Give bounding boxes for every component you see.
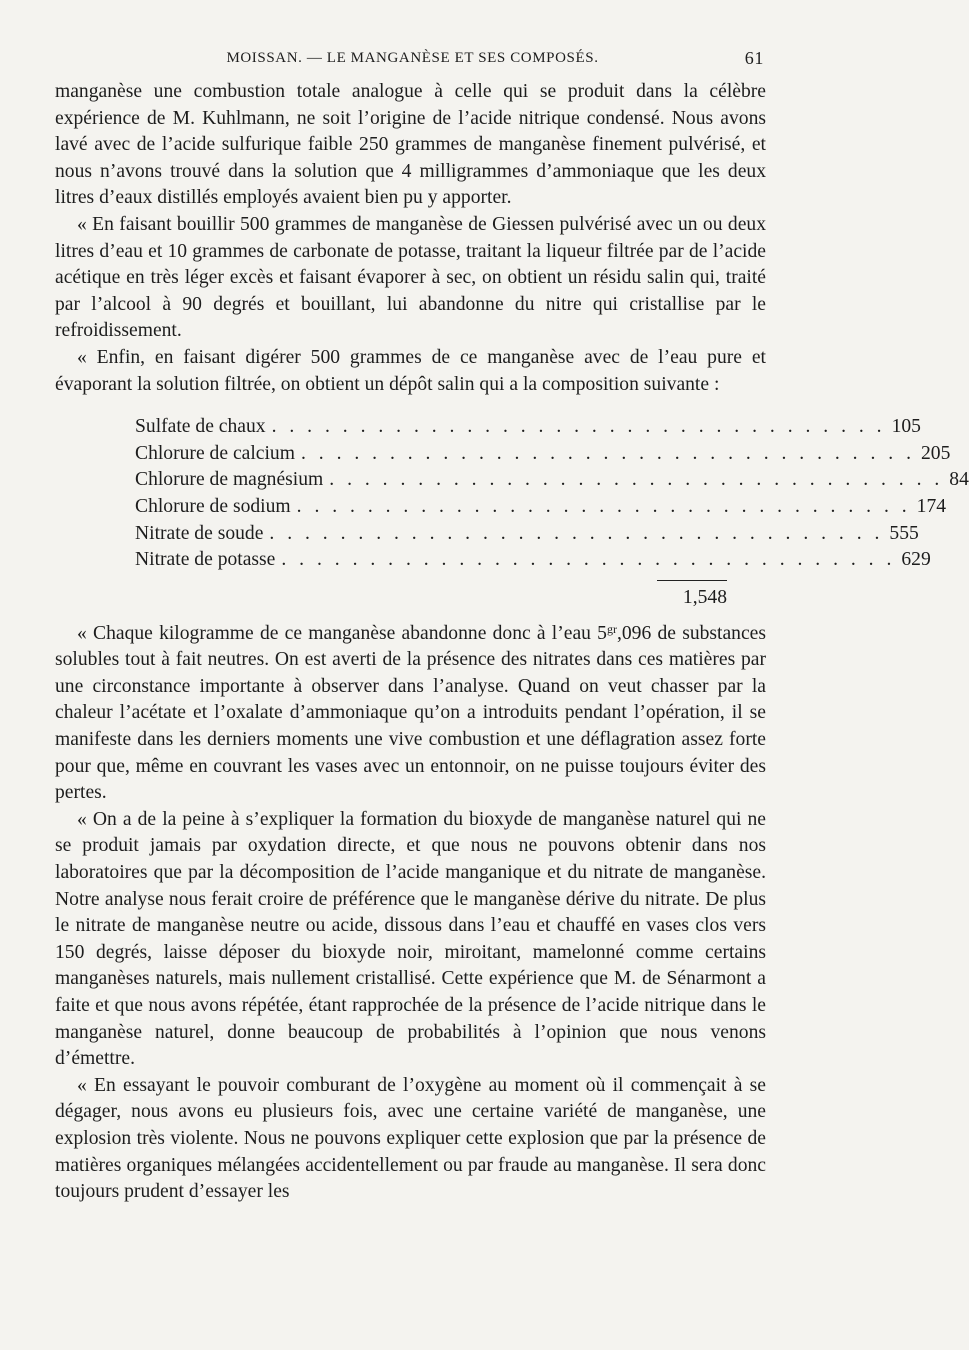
paragraph-2: « En faisant bouillir 500 grammes de manganèse de Giessen pulvérisé avec un ou deux litres d’eau et 10 grammes de carbonate de potasse, traitant la liqueur filtrée par de l’acide acétique en très léger excès et faisant évaporer à sec, on obtient un résidu salin qui, traité par l’alcool à 90 degrés et bouillant, lui abandonne du nitre qui cristallise par le refroidissement. xyxy=(55,213,766,342)
paragraph-1: manganèse une combustion totale analogue à celle qui se produit dans la célèbre expérience de M. Kuhlmann, ne soit l’origine de l’acide nitrique condensé. Nous avons lavé avec de l’acide sulfurique faible 250 grammes de manganèse finement pulvérisé, et nous n’avons trouvé dans la solution que 4 milligrammes d’ammoniaque que les deux litres d’eaux distillés employés avaient bien pu y apporter. xyxy=(55,81,766,209)
row-label: Chlorure de calcium xyxy=(135,442,295,464)
row-value: 629 xyxy=(901,549,931,571)
leader-dots: . . . . . . . . . . . . . . . . . . . . . . . . . . . . . . . . . . . xyxy=(296,495,911,517)
row-value: 174 xyxy=(916,495,947,517)
paragraph-4 xyxy=(55,621,766,807)
row-value: 555 xyxy=(889,522,919,544)
row-label: Chlorure de sodium xyxy=(135,495,291,517)
table-row xyxy=(135,441,951,468)
running-title: MOISSAN. — LE MANGANÈSE ET SES COMPOSÉS. xyxy=(226,50,599,66)
row-label: Chlorure de magnésium xyxy=(135,469,324,491)
body-text xyxy=(55,79,969,1206)
row-value: 84 xyxy=(949,469,969,491)
leader-dots: . . . . . . . . . . . . . . . . . . . . . . . . . . . . . . . . . . . xyxy=(281,549,896,571)
paragraph-6: « En essayant le pouvoir comburant de l’oxygène au moment où il commençait à se dégager, nous avons eu plusieurs fois, avec une certaine variété de manganèse, une explosion très violente. Nous ne pouvons expliquer cette explosion que par la présence de matières organiques mélangées accidentellement ou par fraude au manganèse. Il sera donc toujours prudent d’essayer les xyxy=(55,1074,766,1203)
row-value: 105 xyxy=(891,416,921,438)
table-row xyxy=(135,467,969,494)
row-label: Nitrate de potasse xyxy=(135,549,276,571)
table-total: 1,548 xyxy=(682,586,727,608)
row-value: 205 xyxy=(920,442,951,464)
running-header xyxy=(55,50,770,76)
sum-rule xyxy=(657,580,727,581)
paragraph-4-rest: ,096 de substances solubles tout à fait neutres. On est averti de la présence des nitrates dans ces matières par une circonstance importante à observer dans l’analyse. Quand on veut chasser par la chaleur l’acétate et l’oxalate d’ammoniaque qu’on a introduits pendant l’opération, il se manifeste dans les derniers moments une vive combustion et une déflagration assez forte pour que, même en couvrant les vases avec un entonnoir, on ne puisse toujours éviter des pertes. xyxy=(55,622,766,804)
paragraph-4-start: « Chaque kilogramme de ce manganèse abandonne donc à l’eau 5 xyxy=(77,622,607,644)
table-row xyxy=(135,547,931,574)
page-number: 61 xyxy=(744,48,764,68)
leader-dots: . . . . . . . . . . . . . . . . . . . . . . . . . . . . . . . . . . . xyxy=(271,416,886,438)
table-row xyxy=(135,521,919,548)
composition-table xyxy=(135,414,969,613)
leader-dots: . . . . . . . . . . . . . . . . . . . . . . . . . . . . . . . . . . . xyxy=(300,442,915,464)
table-row xyxy=(135,494,947,521)
gram-abbreviation: gr xyxy=(606,621,617,636)
paragraph-3: « Enfin, en faisant digérer 500 grammes de ce manganèse avec de l’eau pure et évaporant la solution filtrée, on obtient un dépôt salin qui a la composition suivante : xyxy=(55,346,766,395)
leader-dots: . . . . . . . . . . . . . . . . . . . . . . . . . . . . . . . . . . . xyxy=(269,522,884,544)
leader-dots: . . . . . . . . . . . . . . . . . . . . . . . . . . . . . . . . . . . xyxy=(329,469,944,491)
row-label: Sulfate de chaux xyxy=(135,416,266,438)
table-row xyxy=(135,414,921,441)
paragraph-5: « On a de la peine à s’expliquer la formation du bioxyde de manganèse naturel qui ne se produit jamais par oxydation directe, et que nous ne pouvons obtenir dans nos laboratoires que par la décomposition de l’acide manganique et du nitrate de manganèse. Notre analyse nous ferait croire de préférence que le manganèse dérive du nitrate. De plus le nitrate de manganèse neutre ou acide, dissous dans l’eau et chauffé en vases clos vers 150 degrés, laisse déposer du bioxyde noir, miroitant, mamelonné comme certains manganèses naturels, mais nullement cristallisé. Cette expérience que M. de Sénarmont a faite et que nous avons répétée, étant rapprochée de la présence de l’acide nitrique dans le manganèse naturel, donne beaucoup de probabilités à l’opinion que nous venons d’émettre. xyxy=(55,808,766,1070)
row-label: Nitrate de soude xyxy=(135,522,264,544)
